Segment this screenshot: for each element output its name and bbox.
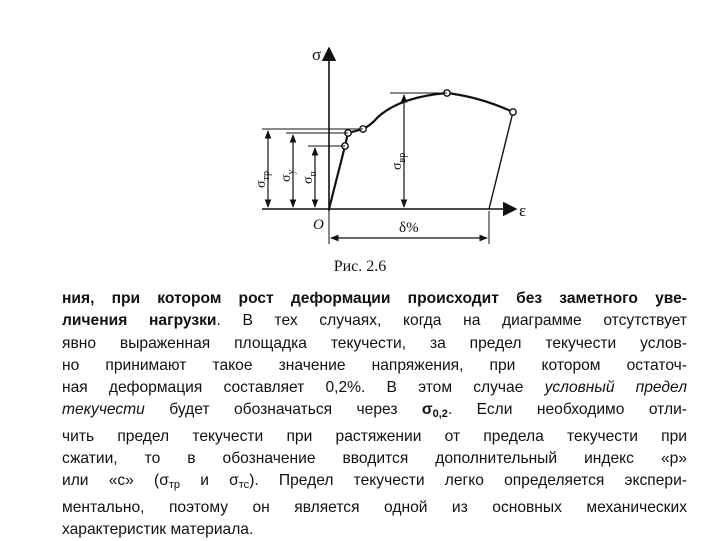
italic-term-end: текучести	[62, 401, 145, 419]
body-text	[62, 288, 687, 541]
text-line-9: или «с» ($\sigma_{тр}$ и $\sigma_{тс}$). Предел текучести легко определяется экспери-	[62, 472, 687, 492]
origin-label: O	[313, 217, 324, 233]
figure-caption: Рис. 2.6	[333, 258, 387, 275]
text-line-6: текучести будет обозначаться через $\sigma_{0,2}$. Если необходимо отли-	[62, 401, 687, 421]
label-sigma-tr: $\sigma_{тр}$	[254, 170, 272, 188]
label-sigma-p: $\sigma_п$	[301, 171, 319, 184]
point-rupture	[510, 109, 516, 115]
label-sigma-vr: $\sigma_{вр}$	[390, 152, 408, 170]
text-line-3: явно выраженная площадка текучести, за предел текучести услов-	[62, 334, 687, 352]
label-sigma-y: $\sigma_у$	[279, 169, 297, 182]
y-axis-label: σ	[312, 45, 322, 64]
bold-term: ния, при котором рост деформации происходит без заметного уве-	[62, 290, 687, 307]
text-line-1	[62, 288, 687, 310]
unloading-line	[489, 112, 513, 209]
delta-label: δ%	[399, 220, 419, 236]
italic-term: условный предел	[544, 379, 687, 397]
text-line-5: ная деформация составляет 0,2%. В этом случае условный предел	[62, 379, 687, 397]
text-line-4: но принимают такое значение напряжения, при котором остаточ-	[62, 356, 687, 374]
text-line-2: личения нагрузки. В тех случаях, когда на диаграмме отсутствует	[62, 312, 687, 330]
stress-strain-curve	[329, 93, 513, 209]
text-line-10: ментально, поэтому он является одной из основных механических	[62, 498, 687, 516]
bold-term-end: личения нагрузки	[62, 312, 217, 330]
text-line-7: чить предел текучести при растяжении от предела текучести при	[62, 427, 687, 445]
x-axis-label: ε	[519, 201, 527, 220]
text-line-8: сжатии, то в обозначение вводится дополнительный индекс «р»	[62, 450, 687, 468]
text-line-11: характеристик материала.	[62, 520, 254, 538]
